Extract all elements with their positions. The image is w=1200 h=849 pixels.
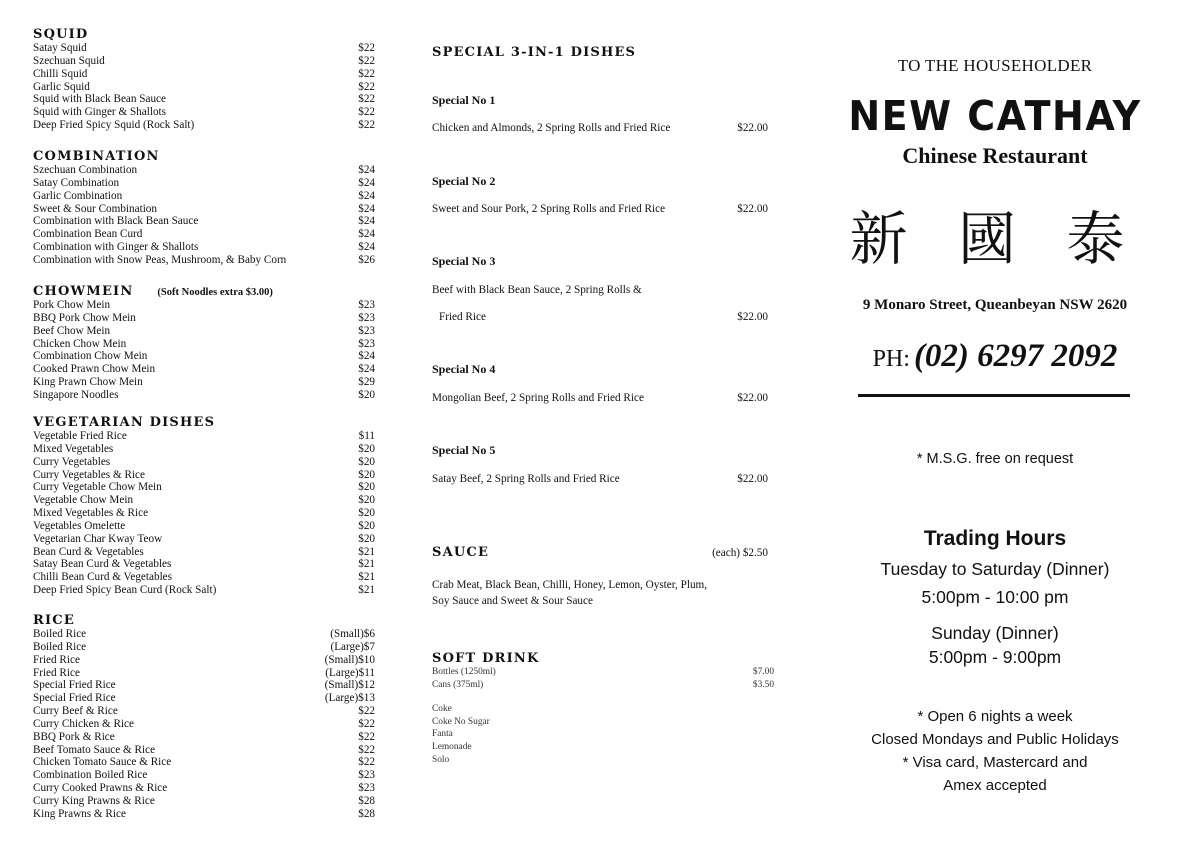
menu-item-name: Sweet & Sour Combination [33,202,157,215]
menu-item-name: Cooked Prawn Chow Mein [33,363,156,376]
hours-days-1: Tuesday to Saturday (Dinner) [880,559,1110,579]
menu-item-price: $23 [358,311,375,324]
menu-item [33,164,375,177]
menu-item-name: Combination Chow Mein [33,350,148,363]
menu-item [33,106,375,119]
menu-item-name: King Prawn Chow Mein [33,376,143,389]
menu-item [33,679,375,692]
msg-note: * M.S.G. free on request [916,451,1074,467]
menu-item [33,584,375,597]
menu-item-name: Deep Fried Spicy Squid (Rock Salt) [33,119,195,132]
menu-item [33,215,375,228]
menu-item [33,718,375,731]
menu-item-price: $22 [358,119,375,132]
menu-item-price: $22 [358,93,375,106]
menu-item-name: Szechuan Squid [33,54,105,67]
menu-item [33,654,375,667]
menu-item-name: BBQ Pork & Rice [33,730,115,743]
phone-number: (02) 6297 2092 [913,338,1118,374]
menu-item-name: King Prawns & Rice [33,807,126,820]
soft-drink-section [432,651,774,766]
menu-item-price: $21 [358,584,375,597]
menu-item-name: Deep Fried Spicy Bean Curd (Rock Salt) [33,584,217,597]
menu-item [33,507,375,520]
menu-item [33,667,375,680]
divider [858,394,1130,397]
menu-item-price: (Small)$12 [324,679,375,692]
special-price: $22.00 [737,473,768,485]
menu-item-name: Vegetables Omelette [33,519,126,532]
menu-item [33,363,375,376]
menu-item-name: Curry Vegetables [33,455,111,468]
menu-item [33,350,375,363]
menu-item [33,769,375,782]
menu-item [33,81,375,94]
menu-item-name: Curry Vegetable Chow Mein [33,481,162,494]
menu-item-price: $24 [358,363,375,376]
special-item [432,473,768,485]
menu-item-price: (Large)$13 [324,692,375,705]
special-desc: Beef with Black Bean Sauce, 2 Spring Rolls & [432,284,642,296]
householder-line: TO THE HOUSEHOLDER [897,56,1093,75]
menu-item-name: Szechuan Combination [33,164,138,176]
menu-item-price: $22 [358,42,375,54]
chinese-name: 新 國 泰 [849,205,1141,273]
menu-item-price: $20 [358,519,375,532]
menu-item [33,744,375,757]
menu-item [33,55,375,68]
drink-size-row [432,666,774,679]
menu-item-price: $21 [358,545,375,558]
menu-item-name: Fried Rice [33,653,80,666]
hours-time-1: 5:00pm - 10:00 pm [921,587,1069,607]
phone-label: PH: [872,346,910,372]
squid-section [33,27,375,132]
menu-item-price: $24 [358,350,375,363]
menu-item-name: Chilli Squid [33,67,88,80]
section-title: COMBINATION [33,149,160,164]
menu-item-name: Garlic Squid [33,80,90,93]
menu-item-name: Garlic Combination [33,189,123,202]
menu-item [33,241,375,254]
drink-size: Bottles (1250ml) [432,667,496,677]
hours-days-2: Sunday (Dinner) [931,623,1059,643]
sauce-list-line1: Crab Meat, Black Bean, Chilli, Honey, Lemon, Oyster, Plum, [432,579,708,591]
special-item [432,203,768,215]
menu-item-price: $20 [358,494,375,507]
menu-item [33,641,375,654]
specials-title: SPECIAL 3-IN-1 DISHES [432,45,637,60]
restaurant-name: NEW CATHAY [848,92,1142,140]
menu-item [33,443,375,456]
menu-item-price: $28 [358,794,375,807]
menu-item [33,731,375,744]
menu-item-price: $24 [358,241,375,254]
menu-item-price: $20 [358,442,375,455]
menu-item [33,430,375,443]
special-label: Special No 4 [432,362,496,376]
menu-item-price: $22 [358,54,375,67]
drink-flavour: Coke [432,704,452,715]
menu-item-price: $23 [358,324,375,337]
menu-item [33,558,375,571]
section-title: CHOWMEIN [33,284,134,299]
menu-item-price: $23 [358,782,375,795]
menu-item [33,376,375,389]
drink-size: Cans (375ml) [432,679,484,690]
special-desc: Satay Beef, 2 Spring Rolls and Fried Rice [432,473,620,485]
menu-item-name: Boiled Rice [33,640,87,653]
menu-item-name: BBQ Pork Chow Mein [33,311,136,324]
menu-item-name: Squid with Ginger & Shallots [33,106,167,119]
menu-item-price: $26 [358,253,375,266]
menu-item-name: Vegetable Chow Mein [33,494,134,507]
section-title: VEGETARIAN DISHES [33,415,216,430]
menu-item [33,228,375,241]
menu-item-price: (Large)$11 [325,666,375,679]
menu-item-name: Pork Chow Mein [33,299,111,311]
menu-item [33,808,375,821]
special-item [432,392,768,404]
address: 9 Monaro Street, Queanbeyan NSW 2620 [862,297,1128,313]
menu-item-name: Satay Combination [33,176,120,189]
soft-noodles-note: (Soft Noodles extra $3.00) [157,287,273,298]
menu-item-price: $20 [358,481,375,494]
phone-line [835,338,1155,375]
menu-item-name: Satay Squid [33,42,87,54]
menu-item-name: Combination with Ginger & Shallots [33,241,199,254]
menu-item-name: Special Fried Rice [33,679,116,692]
menu-item-name: Fried Rice [33,666,80,679]
menu-item-name: Chicken Chow Mein [33,337,127,350]
menu-item [33,119,375,132]
menu-item [33,325,375,338]
drink-flavour: Solo [432,754,450,765]
drink-flavour: Fanta [432,729,453,740]
menu-item-price: $22 [358,717,375,730]
menu-item-name: Combination with Black Bean Sauce [33,215,199,228]
menu-item-name: Squid with Black Bean Sauce [33,93,166,106]
menu-item [33,481,375,494]
menu-item-price: $22 [358,705,375,718]
menu-item-price: $22 [358,756,375,769]
special-label: Special No 2 [432,174,496,188]
menu-item [33,533,375,546]
menu-item-price: $24 [358,215,375,228]
section-title: SAUCE [432,545,490,560]
drink-price: $7.00 [752,667,774,677]
menu-item-name: Boiled Rice [33,628,87,640]
menu-item-price: $20 [358,532,375,545]
menu-item-price: $20 [358,455,375,468]
combination-section [33,149,375,267]
amex-note: Amex accepted [943,777,1047,794]
menu-item [33,312,375,325]
menu-item-price: $21 [358,558,375,571]
menu-item-name: Curry King Prawns & Rice [33,794,155,807]
special-price: $22.00 [737,392,768,404]
menu-item [33,571,375,584]
menu-item-price: $21 [358,571,375,584]
special-item [432,284,768,296]
menu-item-name: Curry Chicken & Rice [33,717,134,730]
menu-item [33,42,375,55]
menu-item-price: $22 [358,67,375,80]
menu-item-price: $24 [358,228,375,241]
menu-item-name: Curry Cooked Prawns & Rice [33,782,168,795]
menu-item-name: Satay Bean Curd & Vegetables [33,558,172,571]
restaurant-subtitle: Chinese Restaurant [902,143,1088,168]
menu-item [33,756,375,769]
menu-item-price: $22 [358,80,375,93]
menu-item-price: $22 [358,106,375,119]
menu-item-name: Curry Vegetables & Rice [33,468,145,481]
special-label: Special No 3 [432,254,496,268]
menu-item-name: Mixed Vegetables [33,442,114,455]
menu-item [33,68,375,81]
menu-item-name: Chicken Tomato Sauce & Rice [33,756,172,769]
drink-flavour: Coke No Sugar [432,716,490,727]
menu-item-price: $20 [358,507,375,520]
menu-item [33,546,375,559]
closed-note: Closed Mondays and Public Holidays [871,731,1119,748]
menu-item-price: $11 [358,430,375,442]
menu-item [33,93,375,106]
menu-item-name: Singapore Noodles [33,388,119,401]
menu-item-price: $24 [358,164,375,176]
menu-item-name: Vegetable Fried Rice [33,430,127,442]
cards-note: * Visa card, Mastercard and [902,754,1088,771]
menu-item [33,177,375,190]
rice-section [33,613,375,821]
special-desc: Mongolian Beef, 2 Spring Rolls and Fried Rice [432,392,644,404]
menu-item-price: $23 [358,299,375,311]
menu-item-price: $20 [358,388,375,401]
menu-item-price: $20 [358,468,375,481]
menu-item-price: $22 [358,743,375,756]
menu-item [33,494,375,507]
menu-item [33,338,375,351]
menu-item-price: $28 [358,807,375,820]
vegetarian-section [33,415,375,597]
menu-item [33,389,375,402]
special-item [432,122,768,134]
menu-item-name: Mixed Vegetables & Rice [33,507,149,520]
drink-flavour: Lemonade [432,741,472,752]
menu-item [33,795,375,808]
sauce-section [432,545,768,609]
special-label: Special No 5 [432,443,496,457]
drink-size-row [432,679,774,692]
section-title: SOFT DRINK [432,651,540,666]
menu-item-name: Combination Bean Curd [33,228,143,241]
sauce-list-line2: Soy Sauce and Sweet & Sour Sauce [432,595,593,607]
special-label: Special No 1 [432,93,496,107]
menu-item [33,782,375,795]
menu-item-name: Combination with Snow Peas, Mushroom, & Baby Corn [33,253,287,266]
chowmein-section [33,284,375,402]
special-desc: Sweet and Sour Pork, 2 Spring Rolls and Fried Rice [432,203,666,215]
sauce-price: (each) $2.50 [712,547,768,559]
menu-item-price: (Small)$6 [330,628,375,640]
hours-title: Trading Hours [923,527,1067,550]
special-desc: Chicken and Almonds, 2 Spring Rolls and Fried Rice [432,122,671,134]
menu-item [33,203,375,216]
menu-item-price: $23 [358,337,375,350]
menu-item-name: Beef Chow Mein [33,324,111,337]
menu-item [33,520,375,533]
menu-item-price: $24 [358,202,375,215]
menu-item-price: $29 [358,376,375,389]
menu-item-price: $24 [358,189,375,202]
menu-item-name: Combination Boiled Rice [33,769,148,782]
hours-time-2: 5:00pm - 9:00pm [928,647,1062,667]
menu-item-price: $23 [358,769,375,782]
special-item-continued [432,311,768,323]
open-nights-note: * Open 6 nights a week [917,708,1073,725]
menu-item-name: Curry Beef & Rice [33,705,118,718]
special-price: $22.00 [737,311,768,323]
menu-item-price: $22 [358,730,375,743]
menu-item [33,692,375,705]
menu-item-name: Beef Tomato Sauce & Rice [33,743,156,756]
special-desc-cont: Fried Rice [439,311,486,323]
menu-item-price: $24 [358,176,375,189]
menu-item [33,299,375,312]
menu-item-price: (Small)$10 [324,653,375,666]
menu-item [33,254,375,267]
menu-item-name: Chilli Bean Curd & Vegetables [33,571,172,584]
menu-item [33,190,375,203]
section-title: SQUID [33,27,89,42]
menu-item [33,628,375,641]
menu-item [33,469,375,482]
menu-item [33,705,375,718]
special-price: $22.00 [737,122,768,134]
menu-item [33,456,375,469]
drink-price: $3.50 [752,679,774,690]
special-price: $22.00 [737,203,768,215]
menu-item-name: Bean Curd & Vegetables [33,545,144,558]
menu-item-price: (Large)$7 [330,640,375,653]
section-title: RICE [33,613,75,628]
menu-item-name: Special Fried Rice [33,692,116,705]
menu-item-name: Vegetarian Char Kway Teow [33,532,163,545]
